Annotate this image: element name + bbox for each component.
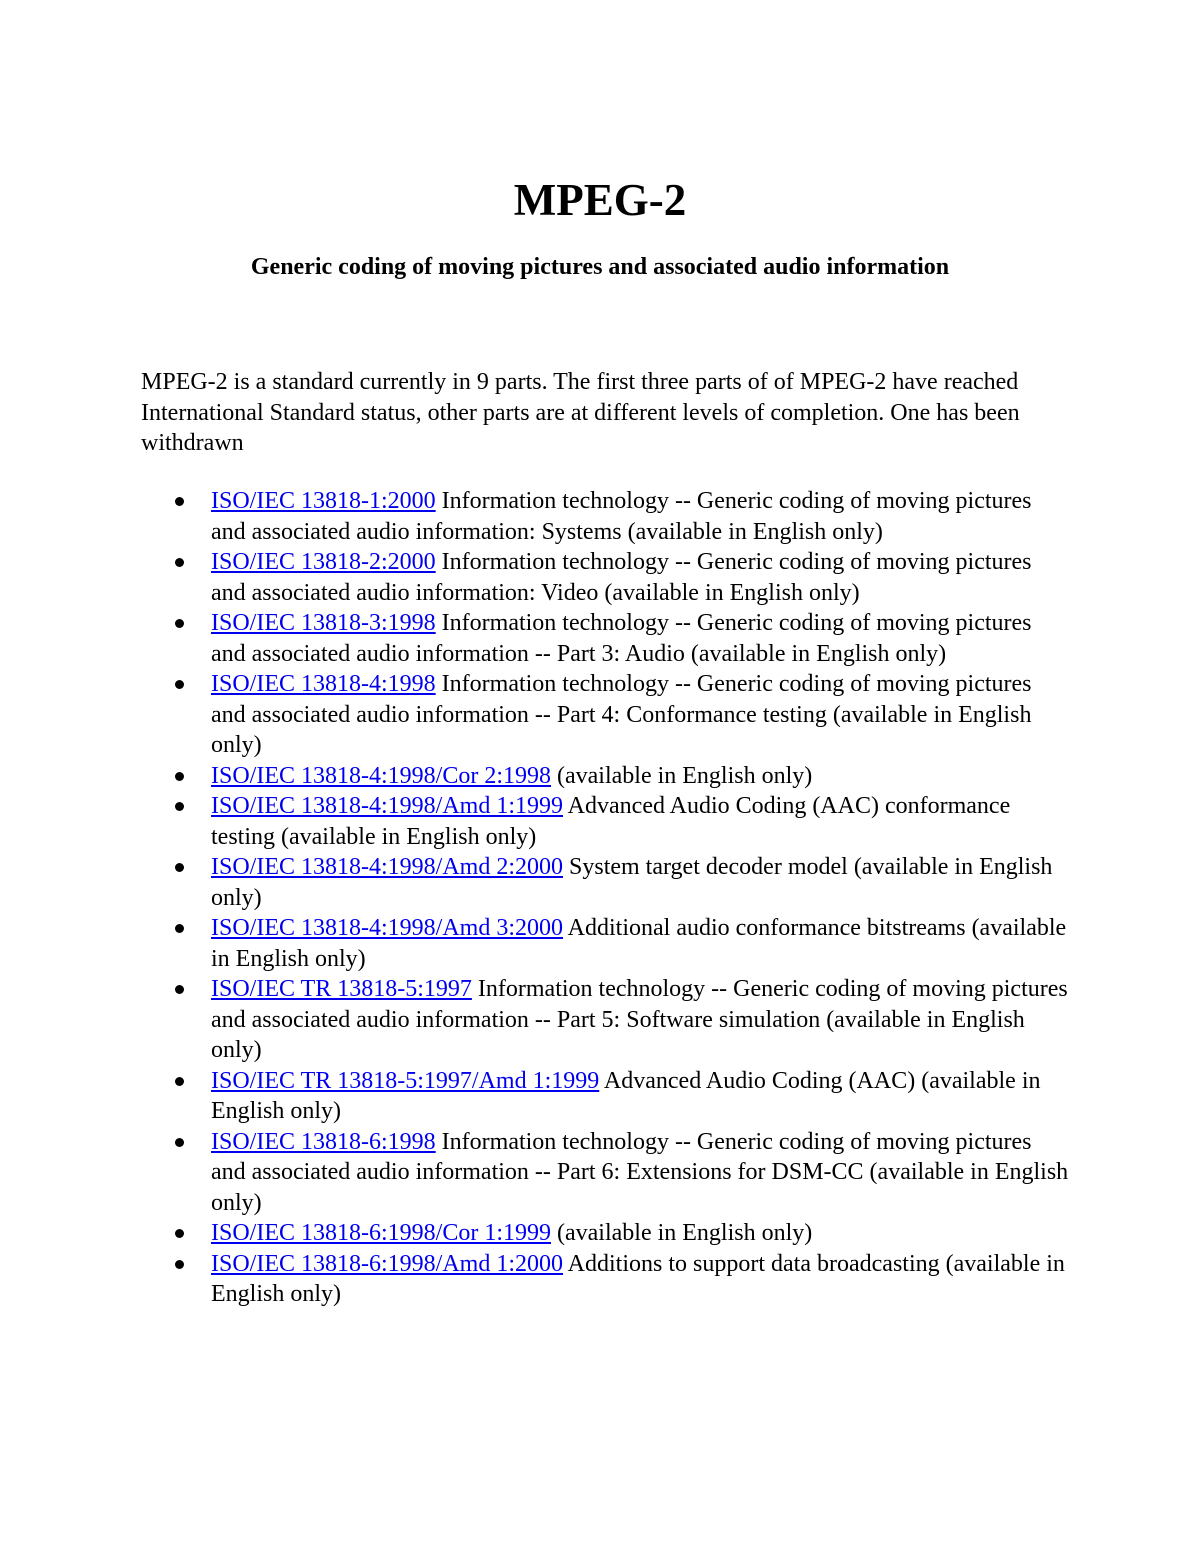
list-item <box>211 852 1071 913</box>
item-description: Advanced Audio Coding (AAC) (available in English only) <box>211 1067 1041 1124</box>
standard-link[interactable]: ISO/IEC 13818-4:1998 <box>211 671 436 697</box>
page-subtitle: Generic coding of moving pictures and associated audio information <box>250 254 950 280</box>
list-item <box>211 974 1071 1066</box>
list-item <box>211 1066 1071 1127</box>
standard-link[interactable]: ISO/IEC TR 13818-5:1997/Amd 1:1999 <box>211 1067 600 1094</box>
bullet-icon <box>175 497 184 506</box>
page-title: MPEG-2 <box>513 175 687 225</box>
item-description: Information technology -- Generic coding of moving pictures and associated audio information -- Part 5: Software simulation (available in English only) <box>211 976 1068 1063</box>
standard-link[interactable]: ISO/IEC 13818-4:1998/Cor 2:1998 <box>211 762 551 789</box>
list-item <box>211 608 1071 669</box>
standard-link[interactable]: ISO/IEC 13818-6:1998/Cor 1:1999 <box>211 1220 551 1246</box>
bullet-icon <box>175 680 184 689</box>
standard-link[interactable]: ISO/IEC 13818-4:1998/Amd 2:2000 <box>211 854 563 880</box>
item-description: Information technology -- Generic coding of moving pictures and associated audio information -- Part 6: Extensions for DSM-CC (available in English only) <box>211 1128 1069 1216</box>
item-description: Additional audio conformance bitstreams (available in English only) <box>211 915 1067 972</box>
item-description: Advanced Audio Coding (AAC) conformance testing (available in English only) <box>211 793 1011 850</box>
standard-link[interactable]: ISO/IEC 13818-3:1998 <box>211 610 436 636</box>
standard-link[interactable]: ISO/IEC 13818-2:2000 <box>211 549 436 575</box>
bullet-icon <box>175 1138 184 1147</box>
bullet-icon <box>175 863 184 872</box>
item-description: Information technology -- Generic coding of moving pictures and associated audio information: Systems (available in English only) <box>211 488 1032 545</box>
bullet-icon <box>175 985 184 994</box>
item-description: System target decoder model (available in English only) <box>211 854 1053 911</box>
item-description: (available in English only) <box>551 1220 813 1246</box>
intro-paragraph: MPEG-2 is a standard currently in 9 parts. The first three parts of of MPEG-2 have reached International Standard status, other parts are at different levels of completion. One has been withdrawn <box>141 369 1020 456</box>
bullet-icon <box>175 924 184 933</box>
list-item <box>211 791 1071 852</box>
bullet-icon <box>175 1077 184 1086</box>
standard-link[interactable]: ISO/IEC 13818-4:1998/Amd 3:2000 <box>211 915 563 941</box>
list-item <box>211 761 1071 792</box>
bullet-icon <box>175 772 184 781</box>
list-item <box>211 1218 1071 1249</box>
standard-link[interactable]: ISO/IEC 13818-6:1998 <box>211 1128 436 1155</box>
bullet-icon <box>175 802 184 811</box>
item-description: Information technology -- Generic coding of moving pictures and associated audio information -- Part 3: Audio (available in English only) <box>211 610 1032 667</box>
standard-link[interactable]: ISO/IEC 13818-4:1998/Amd 1:1999 <box>211 793 563 819</box>
list-item <box>211 1249 1071 1310</box>
item-description: Information technology -- Generic coding of moving pictures and associated audio information -- Part 4: Conformance testing (available in English only) <box>211 671 1032 758</box>
standard-link[interactable]: ISO/IEC TR 13818-5:1997 <box>211 976 472 1002</box>
standard-link[interactable]: ISO/IEC 13818-6:1998/Amd 1:2000 <box>211 1250 563 1277</box>
bullet-icon <box>175 1260 184 1269</box>
standards-list <box>211 486 1071 1310</box>
list-item <box>211 1127 1071 1219</box>
standard-link[interactable]: ISO/IEC 13818-1:2000 <box>211 488 436 514</box>
bullet-icon <box>175 619 184 628</box>
list-item <box>211 913 1071 974</box>
bullet-icon <box>175 1229 184 1238</box>
bullet-icon <box>175 558 184 567</box>
item-description: (available in English only) <box>551 762 813 789</box>
item-description: Additions to support data broadcasting (available in English only) <box>211 1250 1065 1307</box>
item-description: Information technology -- Generic coding of moving pictures and associated audio information: Video (available in English only) <box>211 549 1032 606</box>
list-item <box>211 669 1071 761</box>
list-item <box>211 547 1071 608</box>
list-item <box>211 486 1071 547</box>
